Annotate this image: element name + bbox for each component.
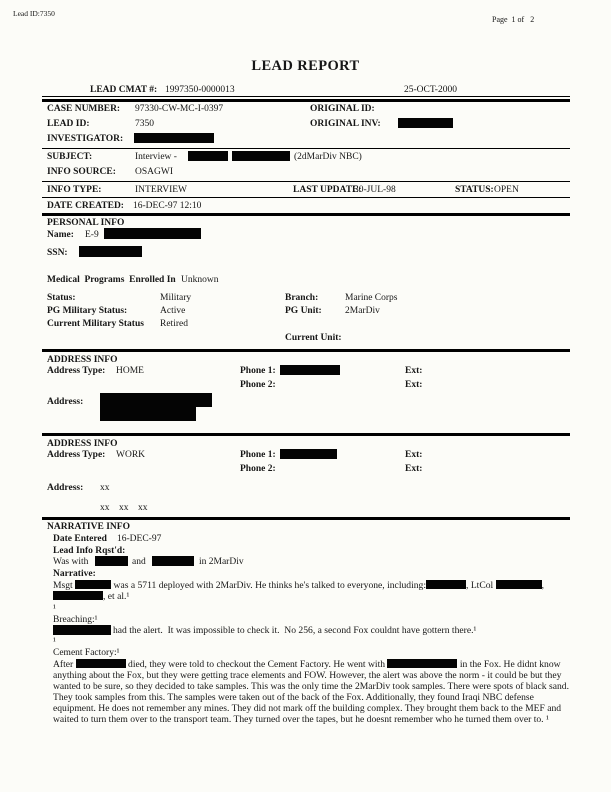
work-phone1-label: Phone 1: bbox=[240, 450, 276, 460]
investigator-label: INVESTIGATOR: bbox=[47, 134, 124, 144]
subject-prefix: Interview - bbox=[135, 152, 177, 162]
home-phone2-label: Phone 2: bbox=[240, 380, 276, 390]
section-bar-address-home bbox=[42, 349, 570, 352]
report-date: 25-OCT-2000 bbox=[404, 85, 457, 95]
doc-lead-id-corner: Lead ID:7350 bbox=[13, 9, 55, 18]
home-ext1-label: Ext: bbox=[405, 366, 423, 376]
redacted-home-address-1 bbox=[100, 393, 212, 407]
p3-s1: died, they were told to checkout the Cement Factory. He went with bbox=[125, 659, 388, 670]
narrative-info-heading: NARRATIVE INFO bbox=[47, 522, 130, 532]
case-divider-2 bbox=[42, 181, 570, 182]
p3-s0: After bbox=[53, 659, 76, 670]
subject-suffix: (2dMarDiv NBC) bbox=[294, 152, 362, 162]
redaction bbox=[496, 580, 545, 591]
p1-s2: , LtCol bbox=[466, 580, 496, 591]
subject-label: SUBJECT: bbox=[47, 152, 93, 162]
info-type-value: INTERVIEW bbox=[135, 185, 187, 195]
home-address-label: Address: bbox=[47, 397, 84, 407]
last-update-value: 30-JUL-98 bbox=[354, 185, 396, 195]
pg-military-status-label: PG Military Status: bbox=[47, 306, 128, 316]
date-entered-value: 16-DEC-97 bbox=[117, 534, 162, 544]
pg-unit-label: PG Unit: bbox=[285, 306, 322, 316]
case-divider-3 bbox=[42, 197, 570, 198]
narrative-label: Narrative: bbox=[53, 569, 96, 579]
narrative-paragraph-3 bbox=[53, 659, 572, 725]
branch-label: Branch: bbox=[285, 293, 319, 303]
work-phone2-label: Phone 2: bbox=[240, 464, 276, 474]
redacted-subject-2 bbox=[232, 151, 290, 161]
p1-s3: , bbox=[541, 580, 545, 591]
case-number-value: 97330-CW-MC-I-0397 bbox=[135, 104, 224, 114]
original-inv-label: ORIGINAL INV: bbox=[310, 119, 381, 129]
lead-id-value: 7350 bbox=[135, 119, 154, 129]
work-address-line2: xx xx xx bbox=[100, 503, 148, 513]
p3-s2: in the Fox. He didnt know anything about the Fox, but they were getting trace elements and FOW. However, the alert was above the norm - it could be but they wanted to be sure, so they decided to take samples. This was the only time the 2MarDiv took samples. There were spots of black sand. They took samples from this. The samples were taken out of the back of the Fox. Additionally, they found Iraqi NBC defense equipment. He does not remember any mines. They did not mark off the building complex. They brought them back to the MEF and waited to turn them over to the transport team. They turned over the tapes, but he doesnt remember who he turned them over to. ¹ bbox=[53, 659, 569, 725]
work-ext2-label: Ext: bbox=[405, 464, 423, 474]
info-source-value: OSAGWI bbox=[135, 167, 173, 177]
original-id-label: ORIGINAL ID: bbox=[310, 104, 375, 114]
case-number-label: CASE NUMBER: bbox=[47, 104, 121, 114]
section-bar-case bbox=[42, 99, 570, 102]
redaction bbox=[75, 580, 111, 589]
info-source-label: INFO SOURCE: bbox=[47, 167, 116, 177]
redacted-breaching-name bbox=[53, 625, 111, 635]
medical-programs-value: Unknown bbox=[181, 275, 219, 285]
date-entered-label: Date Entered bbox=[53, 534, 107, 544]
lead-info-rqstd-label: Lead Info Rqst'd: bbox=[53, 546, 126, 556]
lead-info-line-s2: in 2MarDiv bbox=[199, 557, 244, 567]
paragraph-mark-2: ¹ bbox=[53, 637, 56, 647]
address-work-heading: ADDRESS INFO bbox=[47, 439, 118, 449]
redacted-subject-1 bbox=[188, 151, 228, 161]
redaction bbox=[53, 591, 103, 600]
name-label: Name: bbox=[47, 230, 74, 240]
report-title: LEAD REPORT bbox=[251, 58, 360, 74]
date-created-label: DATE CREATED: bbox=[47, 201, 124, 211]
home-phone1-label: Phone 1: bbox=[240, 366, 276, 376]
redaction bbox=[387, 659, 457, 668]
narrative-paragraph-1 bbox=[53, 580, 572, 602]
header-divider bbox=[42, 96, 570, 97]
home-address-type-label: Address Type: bbox=[47, 366, 106, 376]
paragraph-mark-1: ¹ bbox=[53, 604, 56, 614]
lead-info-line-s1: and bbox=[132, 557, 146, 567]
ssn-label: SSN: bbox=[47, 248, 68, 258]
current-military-status-label: Current Military Status bbox=[47, 319, 144, 329]
section-bar-personal bbox=[42, 213, 570, 216]
personal-info-heading: PERSONAL INFO bbox=[47, 218, 125, 228]
redacted-investigator bbox=[134, 133, 214, 143]
name-value: E-9 bbox=[85, 230, 99, 240]
current-military-status-value: Retired bbox=[160, 319, 188, 329]
lead-cmat-value: 1997350-0000013 bbox=[165, 85, 235, 95]
address-home-heading: ADDRESS INFO bbox=[47, 355, 118, 365]
p1-s1: was a 5711 deployed with 2MarDiv. He thinks he's talked to everyone, including: bbox=[111, 580, 427, 591]
current-unit-label: Current Unit: bbox=[285, 333, 342, 343]
redacted-home-phone1 bbox=[280, 365, 340, 375]
redaction bbox=[76, 659, 126, 668]
work-address-type-label: Address Type: bbox=[47, 450, 106, 460]
redacted-name bbox=[104, 228, 201, 239]
lead-info-line-s0: Was with bbox=[53, 557, 89, 567]
date-created-value: 16-DEC-97 12:10 bbox=[133, 201, 202, 211]
redacted-lead-1 bbox=[95, 556, 128, 566]
status-label: STATUS: bbox=[455, 185, 494, 195]
section-bar-address-work bbox=[42, 433, 570, 436]
work-ext1-label: Ext: bbox=[405, 450, 423, 460]
page-indicator: Page 1 of 2 bbox=[492, 15, 535, 24]
work-address-label: Address: bbox=[47, 483, 84, 493]
work-address-type-value: WORK bbox=[116, 450, 146, 460]
lead-id-label: LEAD ID: bbox=[47, 119, 90, 129]
redacted-ssn bbox=[79, 246, 142, 257]
redacted-work-phone1 bbox=[280, 449, 337, 459]
p1-s0: Msgt bbox=[53, 580, 76, 591]
pg-military-status-value: Active bbox=[160, 306, 186, 316]
medical-programs-label: Medical Programs Enrolled In bbox=[47, 275, 176, 285]
redaction bbox=[426, 580, 466, 589]
case-divider-1 bbox=[42, 148, 570, 149]
redacted-original-inv bbox=[398, 118, 453, 128]
redacted-lead-2 bbox=[152, 556, 194, 566]
narrative-paragraph-2: had the alert. It was impossible to check it. No 256, a second Fox couldnt have gottern there.¹ bbox=[113, 625, 477, 636]
home-ext2-label: Ext: bbox=[405, 380, 423, 390]
section-bar-narrative bbox=[42, 517, 570, 520]
info-type-label: INFO TYPE: bbox=[47, 185, 102, 195]
last-update-label: LAST UPDATE: bbox=[293, 185, 362, 195]
home-address-type-value: HOME bbox=[116, 366, 144, 376]
work-address-line1: xx bbox=[100, 483, 110, 493]
status-value: OPEN bbox=[494, 185, 519, 195]
pg-unit-value: 2MarDiv bbox=[345, 306, 380, 316]
p1-s4: , et al.¹ bbox=[103, 591, 130, 602]
lead-cmat-label: LEAD CMAT #: bbox=[90, 85, 158, 95]
redacted-home-address-2 bbox=[100, 407, 196, 421]
cement-factory-heading: Cement Factory:¹ bbox=[53, 648, 120, 658]
breaching-heading: Breaching:¹ bbox=[53, 615, 98, 625]
military-status-label: Status: bbox=[47, 293, 76, 303]
branch-value: Marine Corps bbox=[345, 293, 398, 303]
military-status-value: Military bbox=[160, 293, 192, 303]
